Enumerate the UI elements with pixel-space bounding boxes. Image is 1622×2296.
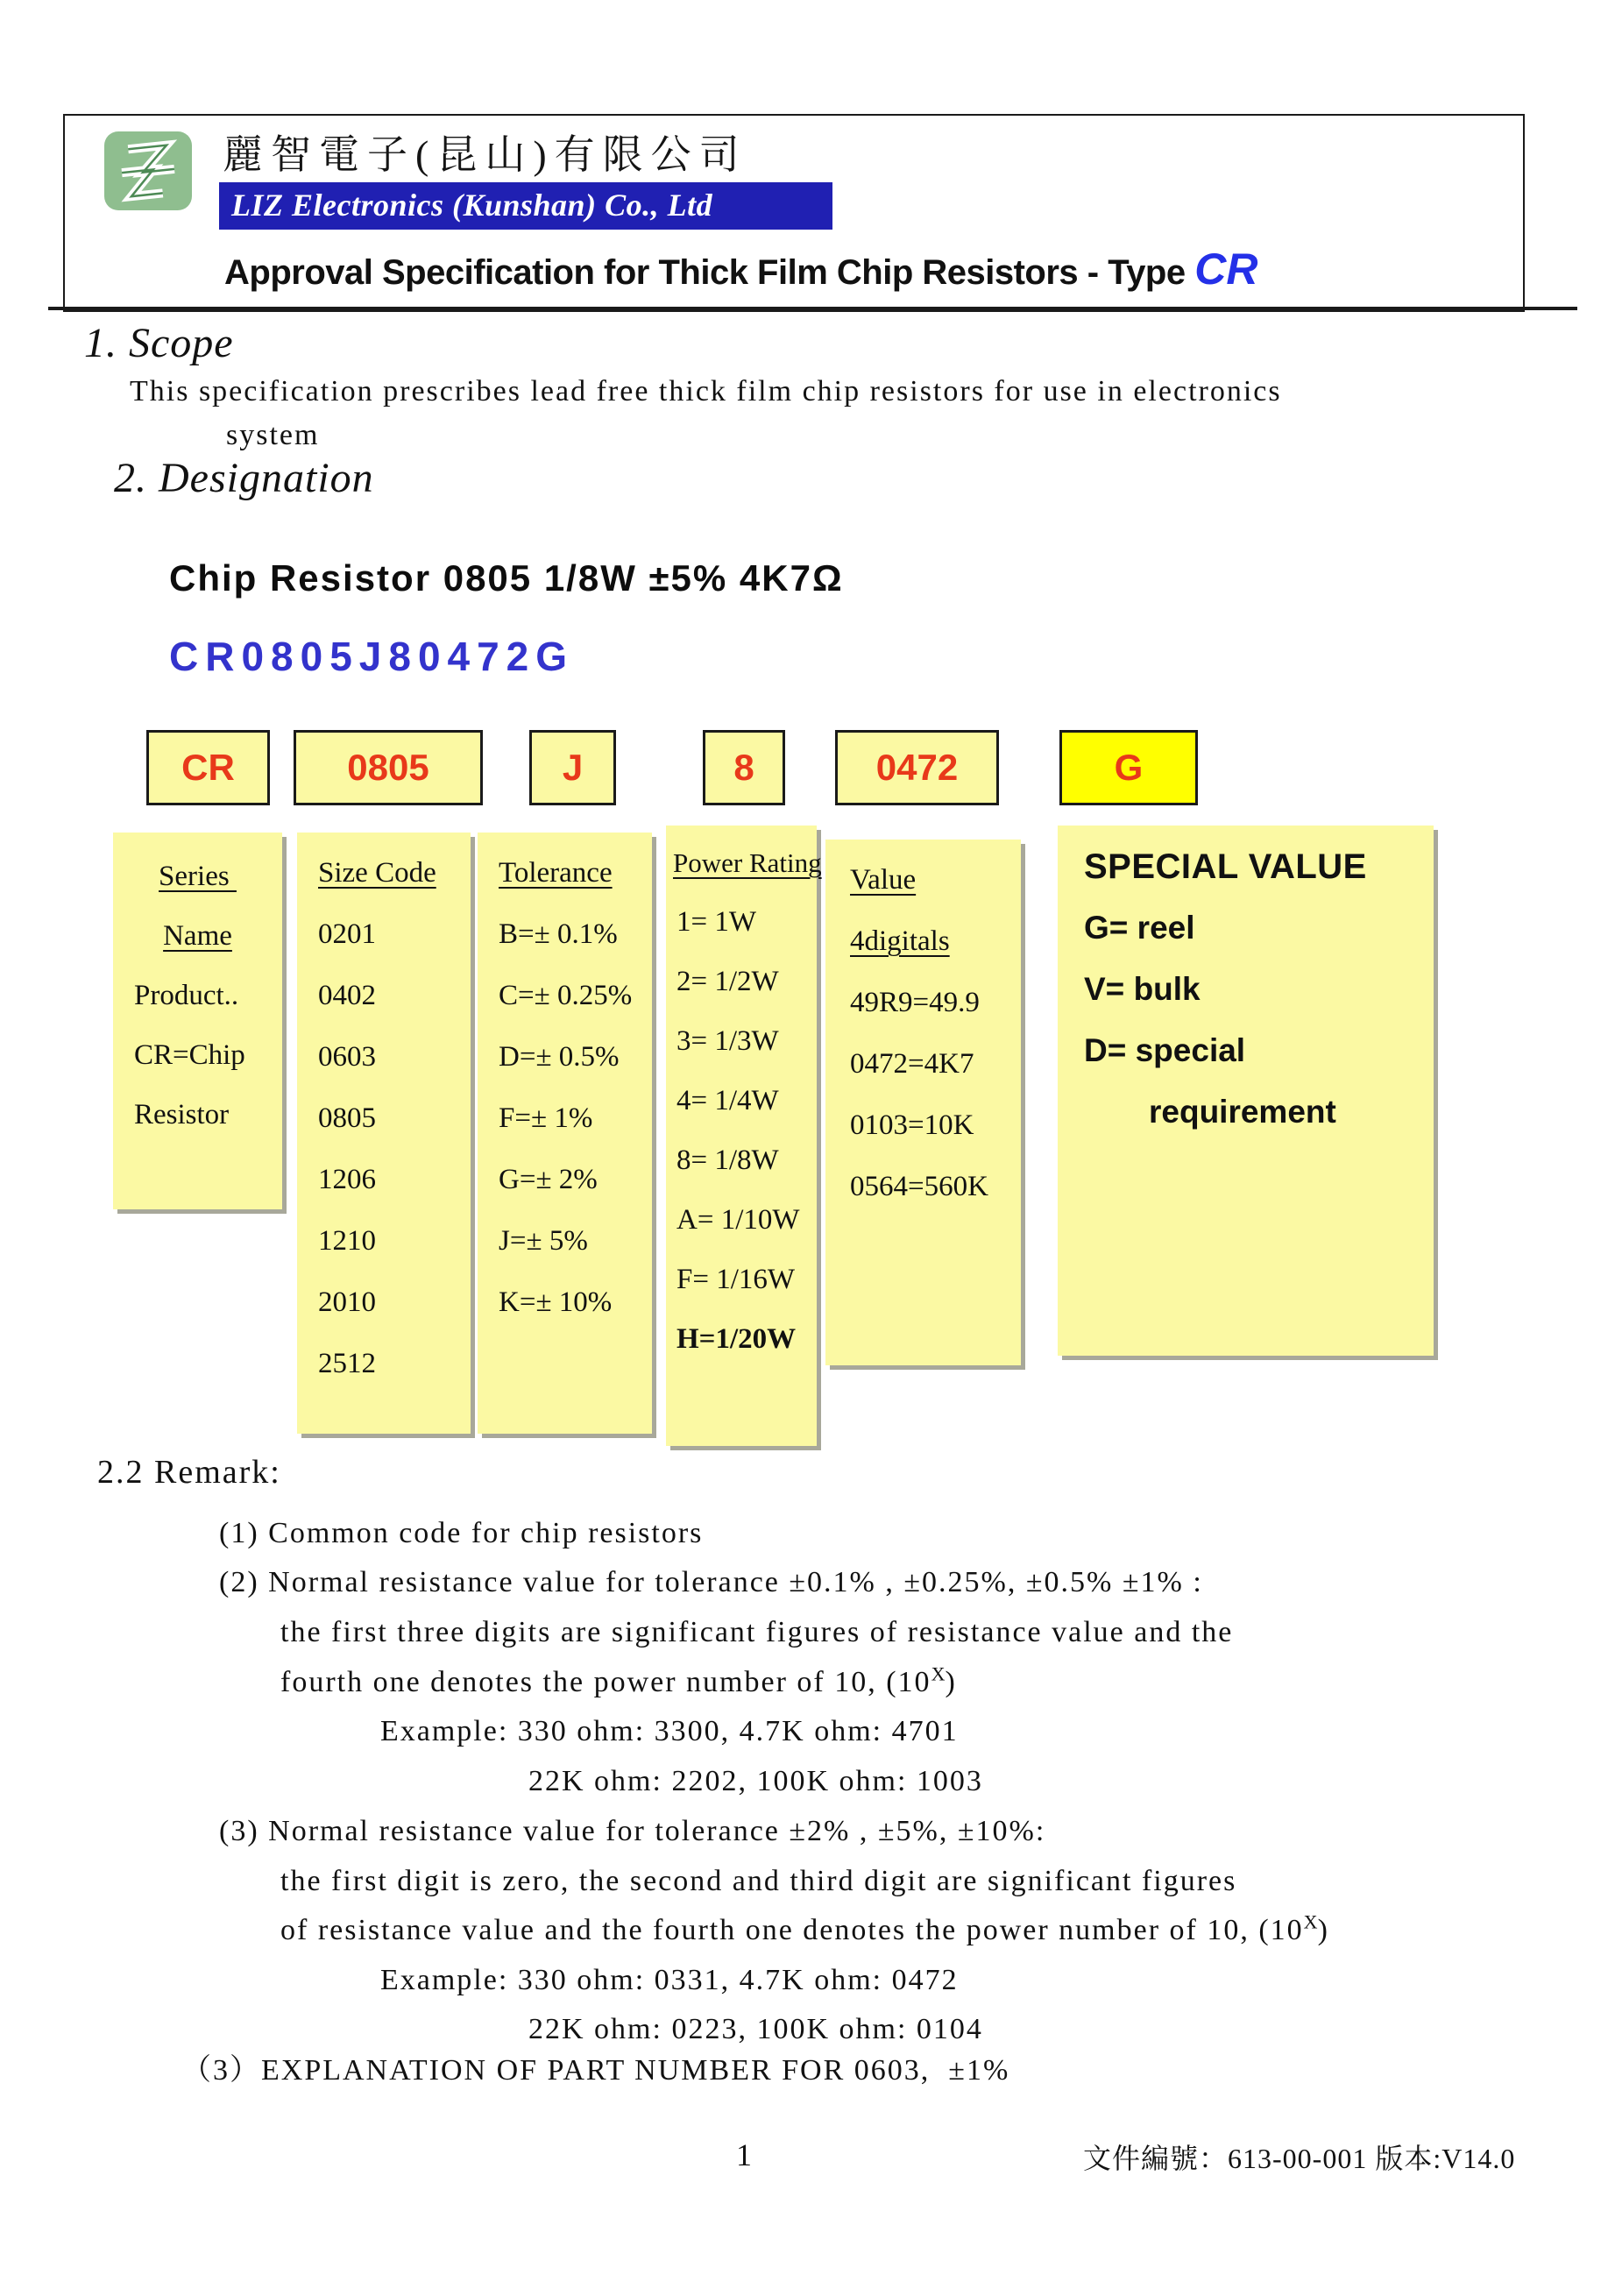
scope-heading: 1. Scope [84,320,234,366]
scope-paragraph-line2: system [226,419,320,451]
power-rating-item: 3= 1/3W [676,1025,779,1057]
size-code-item: 0805 [318,1102,376,1134]
remark-example-3: Example: 330 ohm: 0331, 4.7K ohm: 0472 [380,1964,959,1996]
size-code-item: 1210 [318,1225,376,1257]
tolerance-panel [478,833,652,1434]
remark-example-4: 22K ohm: 0223, 100K ohm: 0104 [528,2013,983,2045]
tolerance-item: J=± 5% [499,1225,588,1257]
power-rating-item: 2= 1/2W [676,966,779,997]
value-panel [825,840,1021,1365]
series-panel-header2: Name [163,920,232,952]
code-box-power: 8 [703,730,785,805]
special-value-panel-header: SPECIAL VALUE [1084,847,1367,886]
tolerance-item: K=± 10% [499,1286,613,1318]
document-title-text: Approval Specification for Thick Film Chip Resistors - Type [224,253,1195,292]
tolerance-item: F=± 1% [499,1102,593,1134]
company-name-english: LIZ Electronics (Kunshan) Co., Ltd [231,188,713,223]
size-code-panel [297,833,471,1434]
series-panel-header1: Series [159,861,237,892]
size-code-item: 1206 [318,1164,376,1195]
series-name-panel [113,833,282,1209]
company-name-banner [219,182,832,230]
size-code-panel-header: Size Code [318,857,436,889]
series-panel-item: Product.. [134,980,239,1011]
power-rating-panel-header: Power Rating [673,847,822,878]
power-rating-item: F= 1/16W [676,1264,796,1295]
power-rating-item: A= 1/10W [676,1204,800,1236]
document-title [224,244,1257,294]
value-item: 0564=560K [850,1171,988,1202]
series-panel-item: CR=Chip [134,1039,245,1071]
page-number: 1 [736,2137,752,2172]
size-code-item: 0402 [318,980,376,1011]
power-exponent: X [1303,1910,1318,1933]
document-title-type-code: CR [1194,244,1258,294]
remark-line-3: the first three digits are significant figures of resistance value and the [280,1616,1234,1648]
power-rating-panel [666,826,822,1446]
value-panel-header2: 4digitals [850,925,950,957]
special-value-item: D= special [1084,1032,1246,1068]
remark-line-9: of resistance value and the fourth one denotes the power number of 10, $(10^X)$ [280,1910,1329,1946]
remark-line-8: the first digit is zero, the second and third digit are significant figures [280,1865,1237,1897]
power-rating-item: 8= 1/8W [676,1144,779,1176]
scope-paragraph-line1: This specification prescribes lead free thick film chip resistors for use in electronics [130,375,1282,407]
code-box-value: 0472 [835,730,999,805]
header-divider-line [48,307,1577,310]
remark-example-2: 22K ohm: 2202, 100K ohm: 1003 [528,1765,983,1797]
tolerance-item: B=± 0.1% [499,918,618,950]
value-panel-header1: Value [850,864,917,896]
value-item: 0472=4K7 [850,1048,974,1080]
liz-logo-icon [104,131,192,210]
special-value-item: V= bulk [1084,971,1201,1007]
power-rating-item: 4= 1/4W [676,1085,779,1116]
remark-line-7: (3) Normal resistance value for tolerance ±2% , ±5%, ±10%: [219,1815,1046,1847]
special-value-item-continuation: requirement [1149,1094,1336,1130]
size-code-item: 2010 [318,1286,376,1318]
tolerance-panel-header: Tolerance [499,857,613,889]
remark-line-1: (1) Common code for chip resistors [219,1517,704,1549]
code-box-series: CR [146,730,270,805]
value-item: 49R9=49.9 [850,987,980,1018]
power-exponent: X [931,1662,946,1685]
remark-line-4: fourth one denotes the power number of 10, $(10^X)$ [280,1662,957,1698]
code-box-tolerance: J [529,730,616,805]
remark-example-1: Example: 330 ohm: 3300, 4.7K ohm: 4701 [380,1715,959,1747]
document-number-and-version: 文件編號：613-00-001 版本:V14.0 [1083,2143,1516,2174]
chip-resistor-example-line: Chip Resistor 0805 1/8W ±5% 4K7Ω [169,557,844,599]
power-rating-item: H=1/20W [676,1323,797,1355]
series-panel-item: Resistor [134,1099,230,1130]
tolerance-item: G=± 2% [499,1164,598,1195]
size-code-item: 2512 [318,1348,376,1379]
remark-explanation-line: （3）EXPLANATION OF PART NUMBER FOR 0603, ±1% [181,2054,1010,2087]
remark-heading: 2.2 Remark: [97,1454,281,1491]
value-item: 0103=10K [850,1109,974,1141]
special-value-item: G= reel [1084,910,1195,946]
remark-line-2: (2) Normal resistance value for tolerance ±0.1% , ±0.25%, ±0.5% ±1% : [219,1566,1203,1598]
tolerance-item: C=± 0.25% [499,980,633,1011]
special-value-panel [1058,826,1434,1356]
designation-heading: 2. Designation [114,455,374,501]
header-box [63,114,1525,312]
tolerance-item: D=± 0.5% [499,1041,620,1073]
code-box-special: G [1059,730,1198,805]
power-rating-item: 1= 1W [676,906,757,938]
size-code-item: 0603 [318,1041,376,1073]
code-box-size: 0805 [294,730,483,805]
part-number-example: CR0805J80472G [169,634,575,679]
company-name-chinese: 麗智電子(昆山)有限公司 [223,132,747,177]
size-code-item: 0201 [318,918,376,950]
